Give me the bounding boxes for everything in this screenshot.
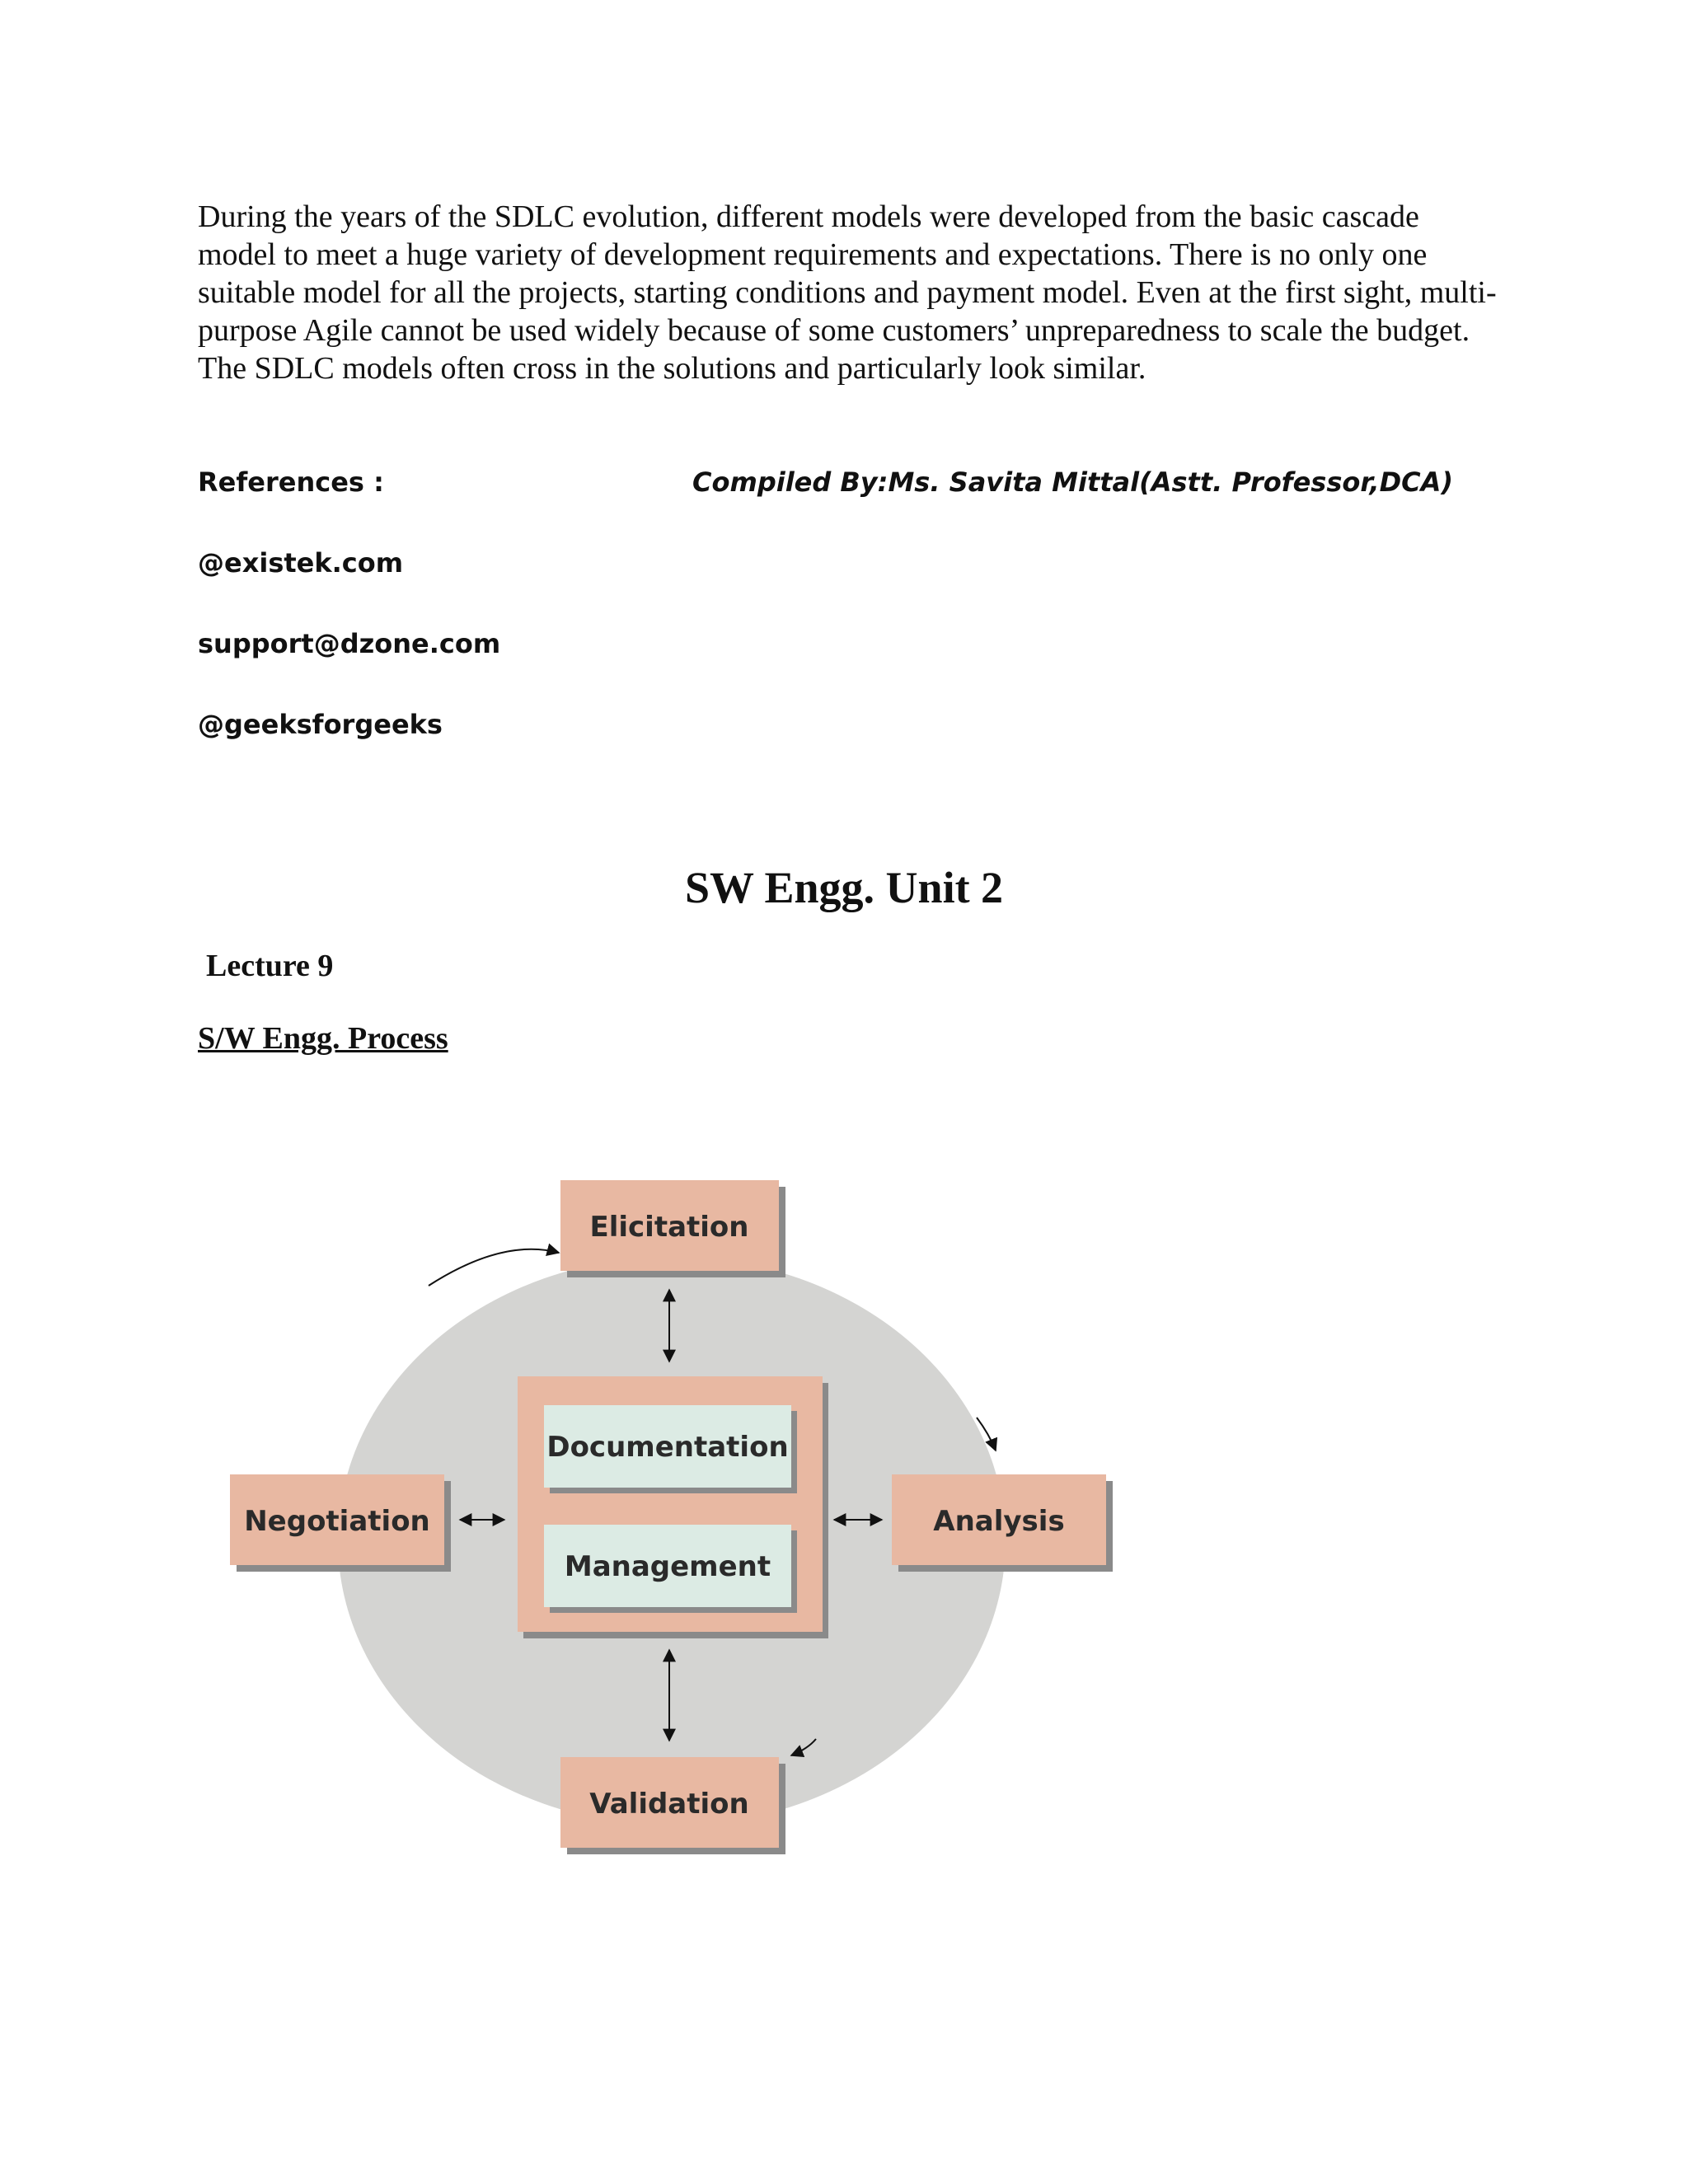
negotiation-label: Negotiation xyxy=(244,1505,430,1538)
section-heading: S/W Engg. Process xyxy=(198,1021,448,1056)
validation-label: Validation xyxy=(589,1788,749,1821)
references-label: References : xyxy=(198,466,384,498)
documentation-label: Documentation xyxy=(546,1431,789,1464)
unit-title: SW Engg. Unit 2 xyxy=(684,863,1004,912)
process-diagram-svg xyxy=(223,1179,1129,1863)
elicitation-label: Elicitation xyxy=(589,1211,749,1244)
reference-item: support@dzone.com xyxy=(198,628,501,659)
process-diagram xyxy=(223,1179,1129,1863)
reference-item: @geeksforgeeks xyxy=(198,709,443,740)
lecture-label: Lecture 9 xyxy=(206,949,334,983)
management-label: Management xyxy=(564,1550,771,1583)
body-paragraph: During the years of the SDLC evolution, different models were developed from the basic cascade model to meet a huge variety of development requirements and expectations. There is no only one suitable model for all the projects, starting conditions and payment model. Even at the first sight, multi-purpose Agile cannot be used widely because of some customers’ unpreparedness to scale the budget. The SDLC models often cross in the solutions and particularly look similar. xyxy=(198,199,1497,386)
compiled-by: Compiled By:Ms. Savita Mittal(Astt. Professor,DCA) xyxy=(692,466,1454,498)
reference-item: @existek.com xyxy=(198,547,404,579)
analysis-label: Analysis xyxy=(933,1505,1065,1538)
